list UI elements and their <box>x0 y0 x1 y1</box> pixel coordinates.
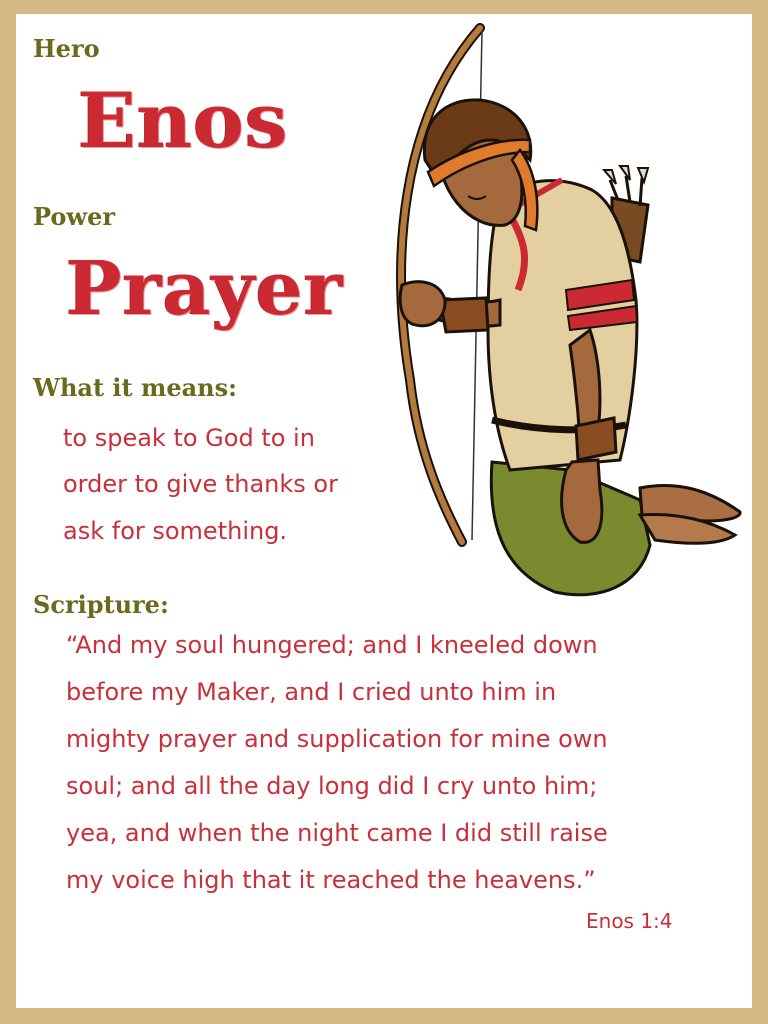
power-label: Power <box>33 202 115 231</box>
scripture-line: mighty prayer and supplication for mine own <box>66 725 608 753</box>
kneeling-archer-praying-illustration <box>380 20 752 610</box>
hero-name: Enos <box>78 76 289 165</box>
scripture-line: yea, and when the night came I did still raise <box>66 819 608 847</box>
meaning-line: order to give thanks or <box>63 470 338 498</box>
scripture-label: Scripture: <box>33 590 169 619</box>
scripture-line: before my Maker, and I cried unto him in <box>66 678 557 706</box>
scripture-line: “And my soul hungered; and I kneeled down <box>66 631 598 659</box>
meaning-label: What it means: <box>33 373 237 402</box>
scripture-line: my voice high that it reached the heavens.” <box>66 866 596 894</box>
meaning-line: to speak to God to in <box>63 424 315 452</box>
scripture-line: soul; and all the day long did I cry unto him; <box>66 772 598 800</box>
scripture-citation: Enos 1:4 <box>586 909 673 933</box>
meaning-line: ask for something. <box>63 517 288 545</box>
hero-label: Hero <box>33 34 100 63</box>
power-name: Prayer <box>66 246 344 332</box>
